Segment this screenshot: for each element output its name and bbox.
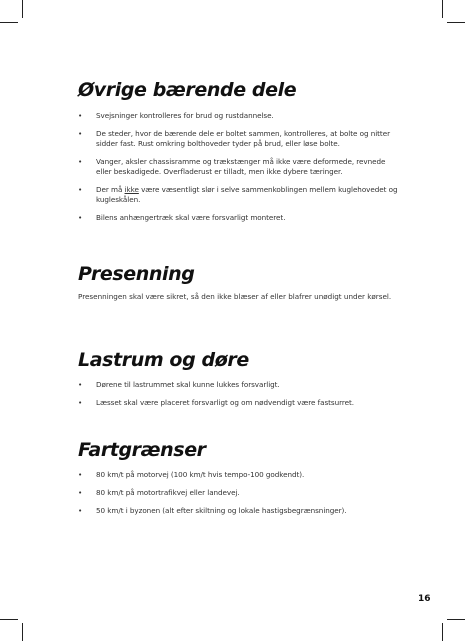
bullet-list [78, 470, 398, 516]
section-presenning [78, 262, 398, 302]
bullet-icon: • [78, 157, 83, 166]
list-item: • Dørene til lastrummet skal kunne lukkes forsvarligt. [78, 380, 280, 389]
page-number: 16 [418, 594, 431, 604]
bullet-icon: • [78, 213, 83, 222]
section-ovrige-baerende-dele [78, 78, 398, 231]
section-lastrum-og-dore [78, 348, 398, 416]
bullet-icon: • [78, 129, 83, 138]
bullet-icon: • [78, 111, 83, 120]
list-item: • 80 km/t på motortrafikvej eller landevej. [78, 488, 240, 497]
bullet-list [78, 380, 398, 408]
section-fartgraenser [78, 438, 398, 524]
bullet-icon: • [78, 488, 83, 497]
section-paragraph: Presenningen skal være sikret, så den ikke blæser af eller blafrer unødigt under kørsel. [78, 292, 392, 301]
bullet-icon: • [78, 380, 83, 389]
section-heading: Lastrum og døre [78, 349, 249, 371]
list-item: • De steder, hvor de bærende dele er boltet sammen, kontrolleres, at bolte og nitter sidder fast. Rust omkring bolthoveder tyder på brud, eller løse bolte. [78, 129, 390, 148]
bullet-list [78, 111, 398, 223]
list-item: • Bilens anhængertræk skal være forsvarligt monteret. [78, 213, 286, 222]
bullet-icon: • [78, 470, 83, 479]
list-item: • 80 km/t på motorvej (100 km/t hvis tempo-100 godkendt). [78, 470, 305, 479]
section-heading: Presenning [78, 263, 195, 285]
bullet-icon: • [78, 506, 83, 515]
list-item: • Der må ikke være væsentligt slør i selve sammenkoblingen mellem kuglehovedet og kugleskålen. [78, 185, 398, 204]
list-item: • Vanger, aksler chassisramme og trækstænger må ikke være deformede, revnede eller beskadigede. Overfladerust er tilladt, men ikke dybere tæringer. [78, 157, 386, 176]
list-item: • Svejsninger kontrolleres for brud og rustdannelse. [78, 111, 274, 120]
underlined-word: ikke [124, 185, 139, 194]
bullet-icon: • [78, 185, 83, 194]
bullet-icon: • [78, 398, 83, 407]
section-heading: Fartgrænser [78, 439, 206, 461]
list-item: • Læsset skal være placeret forsvarligt og om nødvendigt være fastsurret. [78, 398, 355, 407]
section-heading: Øvrige bærende dele [78, 79, 297, 101]
list-item: • 50 km/t i byzonen (alt efter skiltning og lokale hastigsbegrænsninger). [78, 506, 347, 515]
